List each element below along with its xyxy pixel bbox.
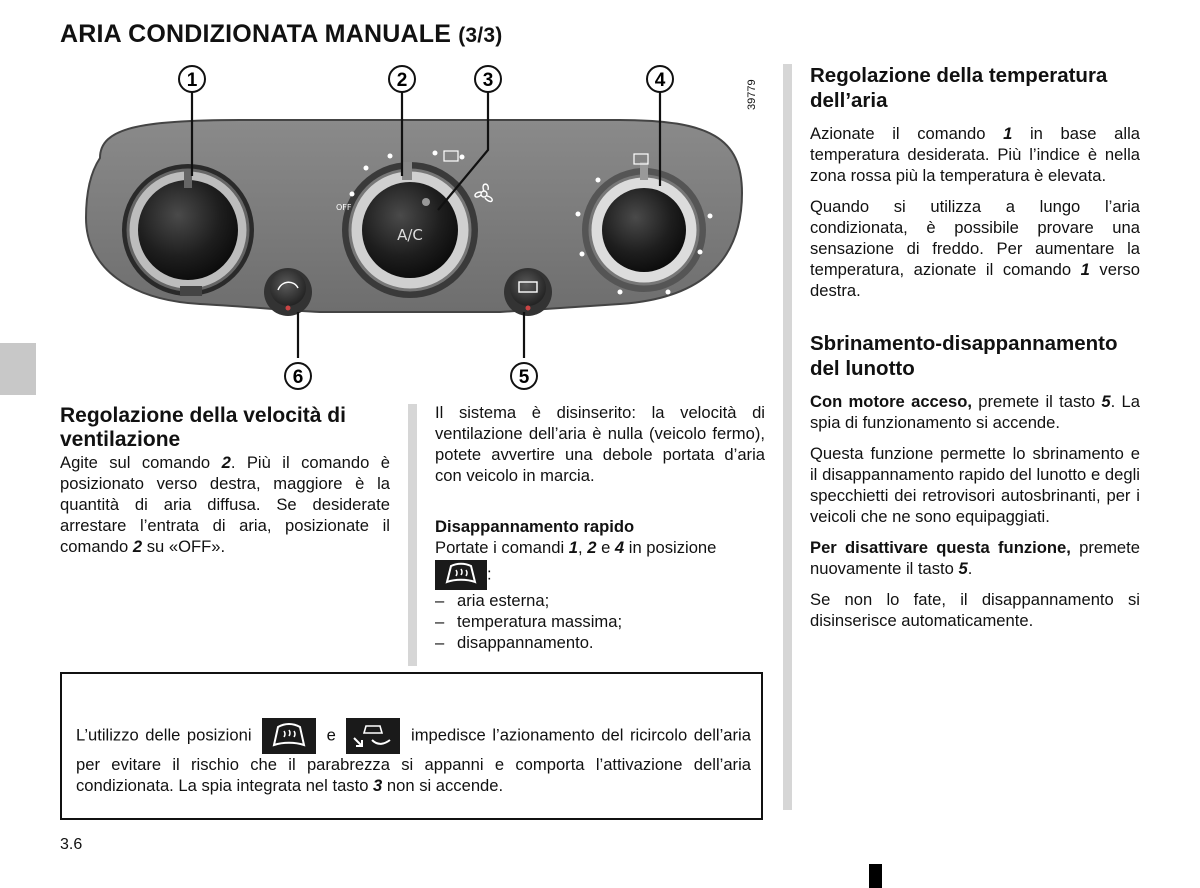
ventilation-body: Agite sul comando 2. Più il comando è posizionato verso destra, maggiore è la quantità di aria diffusa. Se desiderate arrestare l’entrata di aria, posizionate il comando 2 su «OFF».	[60, 453, 390, 556]
svg-text:5: 5	[518, 367, 530, 388]
off-label: OFF	[336, 203, 352, 212]
callout-5	[511, 363, 537, 389]
rear-defrost-paragraph-4: Se non lo fate, il disappannamento si disinserisce automaticamente.	[810, 590, 1140, 630]
list-item: – aria esterna;	[435, 590, 765, 611]
right-column	[810, 63, 1140, 631]
rear-defrost-heading: Sbrinamento-disappannamento del lunotto	[810, 332, 1118, 380]
svg-text:3: 3	[482, 70, 494, 91]
knob-1-temperature	[122, 164, 254, 296]
control-panel-illustration	[60, 58, 760, 398]
list-item: – disappannamento.	[435, 632, 765, 653]
quick-demist-instruction: Portate i comandi 1, 2 e 4 in posizione	[435, 538, 717, 557]
ac-label: A/C	[397, 226, 423, 244]
title-main: ARIA CONDIZIONATA MANUALE	[60, 20, 452, 48]
right-column-bar	[783, 64, 792, 810]
demist-settings-list	[435, 590, 765, 653]
windscreen-demist-icon	[262, 718, 316, 754]
figure-code: 39779	[746, 79, 758, 110]
quick-demist-heading: Disappannamento rapido	[435, 517, 635, 536]
svg-text:6: 6	[292, 367, 304, 388]
note-box	[60, 672, 763, 820]
note-text: L’utilizzo delle posizioni e impedisce l’azionamento del ricircolo dell’aria per evitare il rischio che il parabrezza si appanni e comporta l’attivazione dell’aria condizionata. La spia integrata nel tasto 3 non si accende.	[76, 718, 751, 796]
middle-column-bar	[408, 404, 417, 666]
svg-text:1: 1	[186, 70, 198, 91]
windscreen-demist-icon	[435, 560, 487, 590]
chapter-tab	[0, 343, 36, 395]
callout-3	[475, 66, 501, 92]
temperature-heading: Regolazione della temperatura dell’aria	[810, 64, 1108, 112]
callout-6	[285, 363, 311, 389]
svg-text:4: 4	[654, 70, 666, 91]
rear-defrost-paragraph-3: Per disattivare questa funzione, premete nuovamente il tasto 5.	[810, 538, 1140, 578]
title-suffix: (3/3)	[458, 24, 503, 47]
callout-4	[647, 66, 673, 92]
control-panel-figure	[60, 58, 760, 398]
temperature-paragraph-1: Azionate il comando 1 in base alla temperatura desiderata. Più l’indice è nella zona rossa più la temperatura è elevata.	[810, 124, 1140, 185]
page-number: 3.6	[60, 836, 83, 853]
callout-1	[179, 66, 205, 92]
middle-column	[435, 402, 765, 653]
rear-defrost-paragraph-1: Con motore acceso, premete il tasto 5. La spia di funzionamento si accende.	[810, 392, 1140, 432]
button-6-recirculation	[264, 268, 312, 316]
callout-2	[389, 66, 415, 92]
page-edge-mark	[869, 864, 882, 888]
svg-text:2: 2	[396, 70, 408, 91]
system-off-paragraph: Il sistema è disinserito: la velocità di ventilazione dell’aria è nulla (veicolo fermo), potete avvertire una debole portata d’aria con veicolo in marcia.	[435, 403, 765, 485]
left-column	[60, 404, 390, 557]
list-item: – temperatura massima;	[435, 611, 765, 632]
ventilation-heading: Regolazione della velocità di ventilazione	[60, 404, 346, 451]
rear-defrost-paragraph-2: Questa funzione permette lo sbrinamento e il disappannamento rapido del lunotto e degli specchietti dei retrovisori autosbrinanti, per i veicoli che ne sono equipaggiati.	[810, 444, 1140, 526]
temperature-paragraph-2: Quando si utilizza a lungo l’aria condizionata, è possibile provare una sensazione di freddo. Per aumentare la temperatura, azionate il comando 1 verso destra.	[810, 197, 1140, 300]
button-5-rear-defrost	[504, 268, 552, 316]
page-title	[60, 20, 502, 49]
colon: :	[487, 564, 492, 584]
windscreen-feet-icon	[346, 718, 400, 754]
